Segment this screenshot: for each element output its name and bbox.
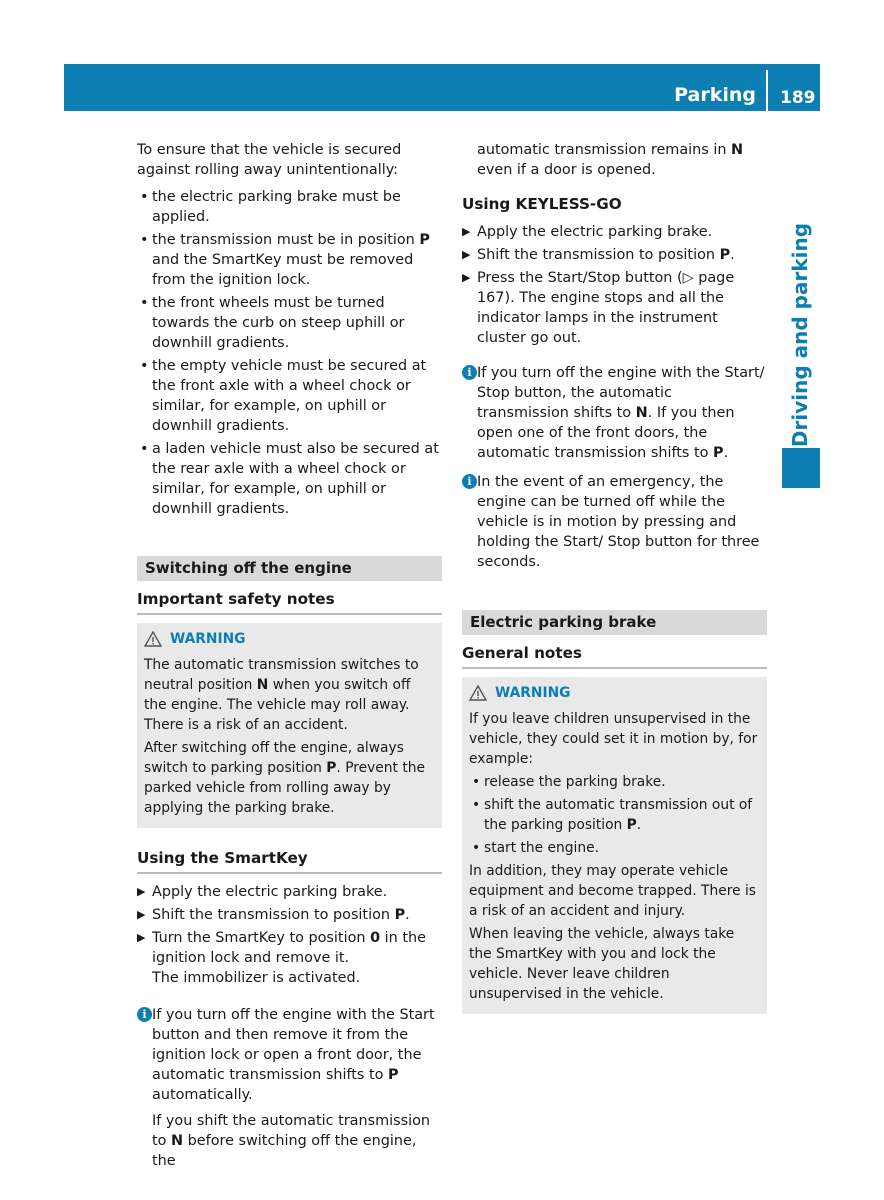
list-item: • release the parking brake.	[469, 772, 760, 792]
side-tab-label: Driving and parking	[788, 222, 812, 448]
info-icon: i	[462, 474, 477, 489]
step-item: ▶ Press the Start/Stop button (▷ page 167). The engine stops and all the indicator lamps in the instrument cluster go out.	[462, 270, 735, 346]
steps-list	[462, 222, 767, 348]
section-title: Electric parking brake	[462, 610, 767, 635]
subheading: Important safety notes	[137, 589, 442, 615]
warning-header: WARNING	[469, 683, 760, 703]
arrow-right-icon: ▶	[137, 885, 146, 898]
left-column	[137, 140, 442, 1177]
list-item: • the electric parking brake must be applied.	[137, 187, 442, 227]
arrow-right-icon: ▶	[462, 225, 471, 238]
list-item: • shift the automatic transmission out of the parking position P.	[469, 795, 760, 835]
page-number: 189	[780, 88, 816, 108]
warning-text: The automatic transmission switches to neutral position N when you switch off the engine. The vehicle may roll away. There is a risk of an accident.	[144, 657, 419, 733]
step-item: ▶ Shift the transmission to position P.	[462, 247, 735, 263]
section-title: Switching off the engine	[137, 556, 442, 581]
warning-text: If you leave children unsupervised in the vehicle, they could set it in motion by, for example:	[469, 711, 758, 767]
subheading: Using the SmartKey	[137, 848, 442, 874]
step-item: ▶ Shift the transmission to position P.	[137, 907, 410, 923]
requirements-list	[137, 187, 442, 519]
arrow-right-icon: ▶	[137, 931, 146, 944]
arrow-right-icon: ▶	[137, 908, 146, 921]
warning-box	[137, 623, 442, 828]
chapter-title: Parking	[674, 84, 756, 106]
info-note: i In the event of an emergency, the engine can be turned off while the vehicle is in motion by pressing and holding the Start/ Stop button for three seconds.	[462, 472, 767, 572]
warning-text: After switching off the engine, always switch to parking position P. Prevent the parked vehicle from rolling away by applying the parking brake.	[144, 740, 425, 816]
side-tab-marker	[782, 448, 820, 488]
info-icon: i	[137, 1007, 152, 1022]
list-item: • a laden vehicle must also be secured at the rear axle with a wheel chock or similar, for example, on uphill or downhill gradients.	[137, 439, 442, 519]
info-note: i If you turn off the engine with the Start button and then remove it from the ignition lock or open a front door, the automatic transmission shifts to P automatically.	[137, 1005, 442, 1105]
right-column	[462, 140, 767, 1034]
side-tab	[782, 222, 820, 448]
warning-text: When leaving the vehicle, always take the SmartKey with you and lock the vehicle. Never leave children unsupervised in the vehicle.	[469, 926, 735, 1002]
header-divider	[766, 70, 768, 111]
steps-list	[137, 882, 442, 988]
list-item: • the empty vehicle must be secured at the front axle with a wheel chock or similar, for example, on uphill or downhill gradients.	[137, 356, 442, 436]
arrow-right-icon: ▶	[462, 248, 471, 261]
warning-triangle-icon	[144, 631, 162, 647]
info-icon: i	[462, 365, 477, 380]
intro-text: To ensure that the vehicle is secured against rolling away unintentionally:	[137, 142, 402, 178]
step-item: ▶ Apply the electric parking brake.	[137, 884, 388, 900]
warning-box	[462, 677, 767, 1014]
list-item: • the transmission must be in position P and the SmartKey must be removed from the ignition lock.	[137, 230, 442, 290]
warning-triangle-icon	[469, 685, 487, 701]
subheading: Using KEYLESS-GO	[462, 195, 622, 213]
info-note-continued: If you shift the automatic transmission to N before switching off the engine, the	[152, 1113, 431, 1169]
subheading: General notes	[462, 643, 767, 669]
page-header	[64, 64, 820, 111]
step-item: ▶ Turn the SmartKey to position 0 in the ignition lock and remove it. The immobilizer is activated.	[137, 930, 426, 986]
warning-list	[469, 772, 760, 858]
info-note: i If you turn off the engine with the Start/ Stop button, the automatic transmission shifts to N. If you then open one of the front doors, the automatic transmission shifts to P.	[462, 363, 767, 463]
arrow-right-icon: ▶	[462, 271, 471, 284]
warning-header: WARNING	[144, 629, 435, 649]
info-note-continued: automatic transmission remains in N even if a door is opened.	[477, 142, 744, 178]
warning-text: In addition, they may operate vehicle equipment and become trapped. There is a risk of an accident and injury.	[469, 863, 756, 919]
list-item: • start the engine.	[469, 838, 760, 858]
step-item: ▶ Apply the electric parking brake.	[462, 224, 713, 240]
list-item: • the front wheels must be turned towards the curb on steep uphill or downhill gradients.	[137, 293, 442, 353]
